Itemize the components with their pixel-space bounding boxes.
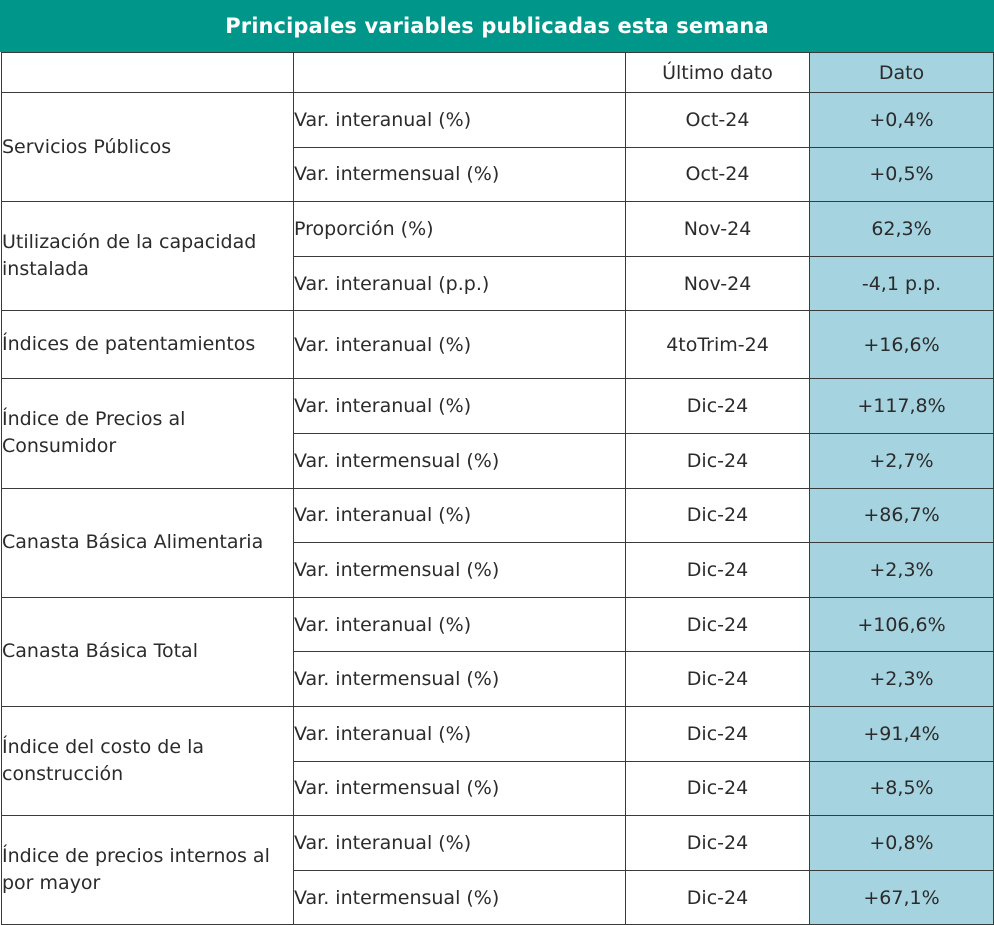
header-variable <box>2 53 294 93</box>
value-cell: +2,3% <box>810 543 994 598</box>
table-title: Principales variables publicadas esta semana <box>0 0 994 52</box>
header-metric <box>294 53 626 93</box>
period-cell: Nov-24 <box>626 256 810 311</box>
value-cell: +0,8% <box>810 816 994 871</box>
period-cell: Nov-24 <box>626 202 810 257</box>
table-row <box>2 311 994 379</box>
value-cell: +2,7% <box>810 433 994 488</box>
metric-label: Var. intermensual (%) <box>294 433 626 488</box>
metric-label: Var. interanual (%) <box>294 488 626 543</box>
period-cell: Dic-24 <box>626 543 810 598</box>
value-cell: +16,6% <box>810 311 994 379</box>
metric-label: Var. intermensual (%) <box>294 761 626 816</box>
value-cell: +0,5% <box>810 147 994 202</box>
metric-label: Var. intermensual (%) <box>294 543 626 598</box>
header-value: Dato <box>810 53 994 93</box>
table-row <box>2 93 994 148</box>
period-cell: Dic-24 <box>626 706 810 761</box>
period-cell: Dic-24 <box>626 761 810 816</box>
variable-name: Canasta Básica Alimentaria <box>2 488 294 597</box>
period-cell: Dic-24 <box>626 433 810 488</box>
value-cell: +2,3% <box>810 652 994 707</box>
period-cell: Oct-24 <box>626 147 810 202</box>
value-cell: +106,6% <box>810 597 994 652</box>
table-row <box>2 597 994 652</box>
period-cell: Dic-24 <box>626 597 810 652</box>
metric-label: Var. interanual (%) <box>294 311 626 379</box>
metric-label: Var. interanual (%) <box>294 597 626 652</box>
variable-name: Índices de patentamientos <box>2 311 294 379</box>
period-cell: 4toTrim-24 <box>626 311 810 379</box>
table-row <box>2 379 994 434</box>
table-row <box>2 488 994 543</box>
value-cell: +117,8% <box>810 379 994 434</box>
metric-label: Var. interanual (%) <box>294 706 626 761</box>
variable-name: Servicios Públicos <box>2 93 294 202</box>
metric-label: Proporción (%) <box>294 202 626 257</box>
metric-label: Var. intermensual (%) <box>294 652 626 707</box>
variable-name: Índice de Precios al Consumidor <box>2 379 294 488</box>
period-cell: Dic-24 <box>626 816 810 871</box>
metric-label: Var. interanual (p.p.) <box>294 256 626 311</box>
value-cell: +91,4% <box>810 706 994 761</box>
period-cell: Dic-24 <box>626 488 810 543</box>
table-row <box>2 816 994 871</box>
variable-name: Utilización de la capacidad instalada <box>2 202 294 311</box>
period-cell: Dic-24 <box>626 652 810 707</box>
metric-label: Var. interanual (%) <box>294 379 626 434</box>
table-row <box>2 202 994 257</box>
value-cell: +86,7% <box>810 488 994 543</box>
period-cell: Dic-24 <box>626 870 810 925</box>
metric-label: Var. intermensual (%) <box>294 870 626 925</box>
value-cell: +8,5% <box>810 761 994 816</box>
header-row <box>2 53 994 93</box>
variables-table <box>1 52 994 925</box>
metric-label: Var. intermensual (%) <box>294 147 626 202</box>
variable-name: Índice del costo de la construcción <box>2 706 294 815</box>
period-cell: Dic-24 <box>626 379 810 434</box>
metric-label: Var. interanual (%) <box>294 93 626 148</box>
header-last-data: Último dato <box>626 53 810 93</box>
value-cell: +0,4% <box>810 93 994 148</box>
table-row <box>2 706 994 761</box>
value-cell: -4,1 p.p. <box>810 256 994 311</box>
variable-name: Canasta Básica Total <box>2 597 294 706</box>
value-cell: +67,1% <box>810 870 994 925</box>
metric-label: Var. interanual (%) <box>294 816 626 871</box>
period-cell: Oct-24 <box>626 93 810 148</box>
value-cell: 62,3% <box>810 202 994 257</box>
variable-name: Índice de precios internos al por mayor <box>2 816 294 925</box>
